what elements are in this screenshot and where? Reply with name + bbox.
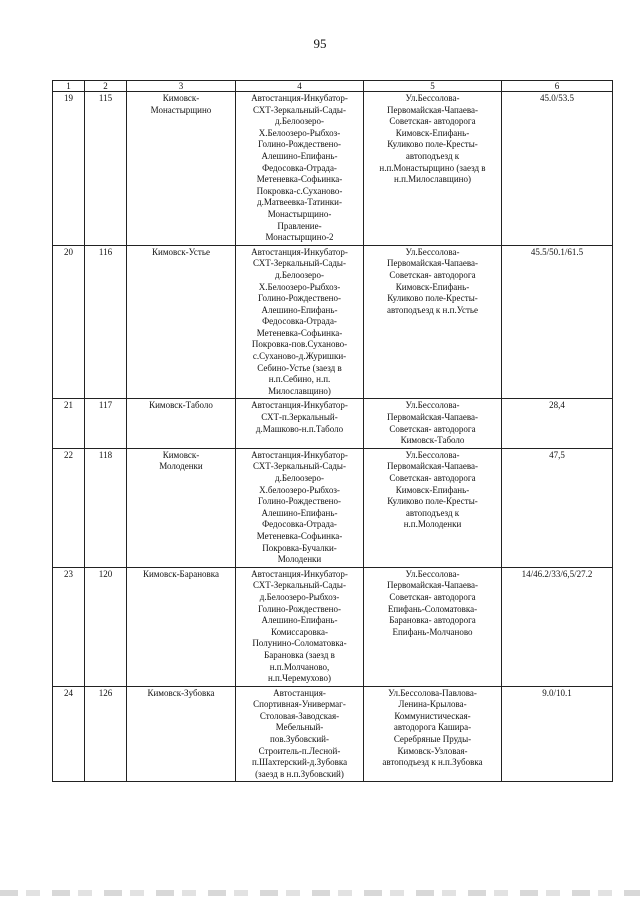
header-cell: 5 [364,81,502,92]
row-number-cell: 19 [53,92,85,246]
distance-cell: 14/46.2/33/6,5/27.2 [502,567,613,686]
table-row [53,567,613,686]
streets-cell: Ул.Бессолова- Первомайская-Чапаева- Советская- автодорога Кимовск-Епифань- Куликово поле-Кресты- автоподъезд к н.п.Молоденки [364,448,502,567]
header-cell: 2 [85,81,127,92]
row-number-cell: 20 [53,245,85,399]
route-number-cell: 116 [85,245,127,399]
route-name-cell: Кимовск-Устье [127,245,236,399]
table-row [53,399,613,448]
header-cell: 1 [53,81,85,92]
table-row [53,686,613,782]
route-number-cell: 120 [85,567,127,686]
route-number-cell: 117 [85,399,127,448]
streets-cell: Ул.Бессолова-Павлова- Ленина-Крылова- Коммунистическая- автодорога Кашира- Серебряные Пруды- Кимовск-Узловая- автоподъезд к н.п.Зубовка [364,686,502,782]
streets-cell: Ул.Бессолова- Первомайская-Чапаева- Советская- автодорога Епифань-Соломатовка- Барановка- автодорога Епифань-Молчаново [364,567,502,686]
streets-cell: Ул.Бессолова- Первомайская-Чапаева- Советская- автодорога Кимовск-Епифань- Куликово поле-Кресты- автоподъезд к н.п.Устье [364,245,502,399]
stops-cell: Автостанция-Инкубатор- СХТ-Зеркальный-Сады- д.Белоозеро- Х.Белоозеро-Рыбхоз- Голино-Рождествено- Алешино-Епифань- Федосовка-Отрада- Метеневка-Софьинка- Покровка-с.Суханово- д.Матвеевка-Татинки- Монастырщино- Правление- Монастырщино-2 [236,92,364,246]
distance-cell: 28,4 [502,399,613,448]
stops-cell: Автостанция-Инкубатор- СХТ-Зеркальный-Сады- д.Белоозеро- Х.Белоозеро-Рыбхоз- Голино-Рождествено- Алешино-Епифань- Федосовка-Отрада- Метеневка-Софьинка- Покровка-пов.Суханово- с.Суханово-д.Журишки- Себино-Устье (заезд в н.п.Себино, н.п. Милославщино) [236,245,364,399]
table-body [53,92,613,782]
route-name-cell: Кимовск- Монастырщино [127,92,236,246]
stops-cell: Автостанция-Инкубатор- СХТ-п.Зеркальный- д.Машково-н.п.Таболо [236,399,364,448]
route-number-cell: 115 [85,92,127,246]
scan-artifact [0,890,640,896]
page-number: 95 [313,36,327,51]
header-row [53,81,613,92]
route-table [52,80,613,782]
header-cell: 3 [127,81,236,92]
route-name-cell: Кимовск-Барановка [127,567,236,686]
header-cell: 6 [502,81,613,92]
route-number-cell: 118 [85,448,127,567]
distance-cell: 45.5/50.1/61.5 [502,245,613,399]
route-name-cell: Кимовск-Таболо [127,399,236,448]
stops-cell: Автостанция-Инкубатор- СХТ-Зеркальный-Сады- д.Белоозеро- Х.белоозеро-Рыбхоз- Голино-Рождествено- Алешино-Епифань- Федосовка-Отрада- Метеневка-Софьинка- Покровка-Бучалки- Молоденки [236,448,364,567]
streets-cell: Ул.Бессолова- Первомайская-Чапаева- Советская- автодорога Кимовск-Таболо [364,399,502,448]
row-number-cell: 23 [53,567,85,686]
row-number-cell: 21 [53,399,85,448]
streets-cell: Ул.Бессолова- Первомайская-Чапаева- Советская- автодорога Кимовск-Епифань- Куликово поле-Кресты- автоподъезд к н.п.Монастырщино (заезд в н.п.Милославщино) [364,92,502,246]
route-number-cell: 126 [85,686,127,782]
row-number-cell: 24 [53,686,85,782]
table-row [53,92,613,246]
stops-cell: Автостанция- Спортивная-Универмаг- Столовая-Заводская- Мебельный- пов.Зубовский- Строитель-п.Лесной- п.Шахтерский-д.Зубовка (заезд в н.п.Зубовский) [236,686,364,782]
distance-cell: 45.0/53.5 [502,92,613,246]
header-cell: 4 [236,81,364,92]
route-name-cell: Кимовск- Молоденки [127,448,236,567]
route-name-cell: Кимовск-Зубовка [127,686,236,782]
distance-cell: 9.0/10.1 [502,686,613,782]
table-row [53,245,613,399]
distance-cell: 47,5 [502,448,613,567]
stops-cell: Автостанция-Инкубатор- СХТ-Зеркальный-Сады- д.Белоозеро-Рыбхоз- Голино-Рождествено- Алешино-Епифань- Комиссаровка- Полунино-Соломатовка- Барановка (заезд в н.п.Молчаново, н.п.Черемухово) [236,567,364,686]
row-number-cell: 22 [53,448,85,567]
table-row [53,448,613,567]
